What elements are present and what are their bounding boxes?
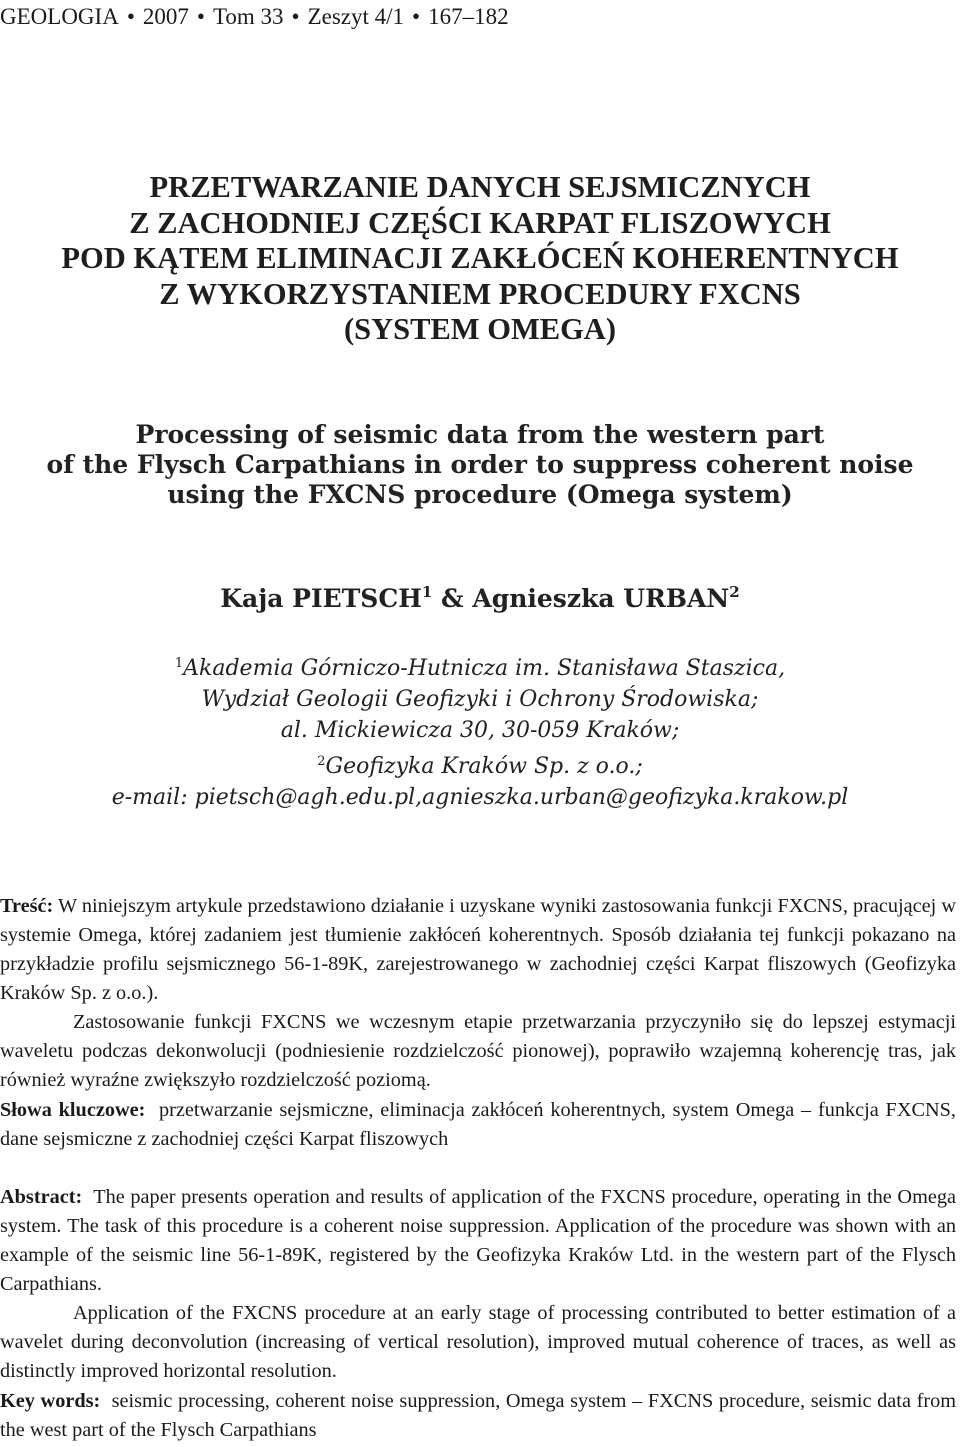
title-pl-line: POD KĄTEM ELIMINACJI ZAKŁÓCEŃ KOHERENTNYCH [61, 241, 899, 275]
keywords-pl-text: przetwarzanie sejsmiczne, eliminacja zakłóceń koherentnych, system Omega – funkcja FXCNS, dane sejsmiczne z zachodniej części Karpat fliszowych [0, 1099, 957, 1150]
abstract-pl-label: Treść: [0, 895, 54, 917]
keywords-en-label: Key words: [0, 1390, 101, 1412]
author-affiliation-marker: 1 [421, 583, 433, 601]
author-affiliation-marker: 2 [729, 583, 740, 601]
abstract-english [0, 1183, 956, 1386]
title-polish [0, 170, 960, 348]
affiliation-line: $^1$Akademia Górniczo-Hutnicza im. Stanisława Staszica, [174, 656, 786, 681]
author-name: Agnieszka URBAN [472, 584, 730, 613]
title-en-line: Processing of seismic data from the western part [135, 420, 825, 449]
keywords-english [0, 1387, 956, 1445]
journal-volume: Tom 33 [212, 4, 284, 29]
title-en-line: using the FXCNS procedure (Omega system) [167, 480, 793, 509]
author-name: Kaja PIETSCH [220, 584, 422, 613]
header-separator: • [412, 4, 421, 29]
affiliations [0, 648, 960, 813]
journal-header [0, 4, 700, 30]
journal-name: GEOLOGIA [0, 4, 119, 29]
affiliation-line: $^2$Geofizyka Kraków Sp. z o.o.; [317, 754, 643, 779]
journal-issue: Zeszyt 4/1 [307, 4, 405, 29]
journal-year: 2007 [142, 4, 189, 29]
abstract-polish [0, 892, 956, 1095]
keywords-pl-label: Słowa kluczowe: [0, 1099, 146, 1121]
journal-pages: 167–182 [428, 4, 509, 29]
abstract-pl-para: Zastosowanie funkcji FXCNS we wczesnym etapie przetwarzania przyczyniło się do lepszej estymacji waveletu podczas dekonwolucji (podniesienie rozdzielczość pionowej), poprawiło wzajemną koherencję tras, jak również wyraźne zwiększyło rozdzielczość poziomą. [0, 1011, 956, 1091]
abstract-en-para: Application of the FXCNS procedure at an early stage of processing contributed to better estimation of a wavelet during deconvolution (increasing of vertical resolution), improved mutual coherence of traces, as well as distinctly improved horizontal resolution. [0, 1302, 956, 1382]
title-pl-line: Z ZACHODNIEJ CZĘŚCI KARPAT FLISZOWYCH [129, 205, 831, 240]
title-english [0, 420, 960, 510]
keywords-en-text: seismic processing, coherent noise suppression, Omega system – FXCNS procedure, seismic data from the west part of the Flysch Carpathians [0, 1390, 957, 1441]
authors [0, 583, 960, 613]
title-pl-line: (SYSTEM OMEGA) [344, 312, 616, 346]
title-pl-line: PRZETWARZANIE DANYCH SEJSMICZNYCH [149, 170, 811, 204]
affiliation-line: al. Mickiewicza 30, 30-059 Kraków; [280, 718, 680, 743]
affiliation-marker: 2 [317, 754, 326, 769]
author-conjunction: & [441, 584, 464, 613]
email-line: e-mail: pietsch@agh.edu.pl,agnieszka.urban@geofizyka.krakow.pl [111, 785, 849, 810]
title-en-line: of the Flysch Carpathians in order to suppress coherent noise [46, 450, 914, 479]
affiliation-marker: 1 [174, 656, 184, 671]
title-pl-line: Z WYKORZYSTANIEM PROCEDURY FXCNS [159, 276, 801, 311]
keywords-polish [0, 1096, 956, 1154]
abstract-pl-para: Treść: W niniejszym artykule przedstawiono działanie i uzyskane wyniki zastosowania funkcji FXCNS, pracującej w systemie Omega, której zadaniem jest tłumienie zakłóceń koherentnych. Sposób działania tej funkcji pokazano na przykładzie profilu sejsmicznego 56-1-89K, zarejestrowanego w zachodniej części Karpat fliszowych (Geofizyka Kraków Sp. z o.o.). [0, 895, 956, 1004]
abstract-en-para: Abstract: The paper presents operation and results of application of the FXCNS procedure, operating in the Omega system. The task of this procedure is a coherent noise suppression. Application of the procedure was shown with an example of the seismic line 56-1-89K, registered by the Geofizyka Kraków Ltd. in the western part of the Flysch Carpathians. [0, 1186, 956, 1295]
header-separator: • [126, 4, 135, 29]
header-separator: • [291, 4, 300, 29]
abstract-en-label: Abstract: [0, 1186, 83, 1208]
affiliation-line: Wydział Geologii Geofizyki i Ochrony Środowiska; [201, 687, 759, 712]
header-separator: • [196, 4, 205, 29]
